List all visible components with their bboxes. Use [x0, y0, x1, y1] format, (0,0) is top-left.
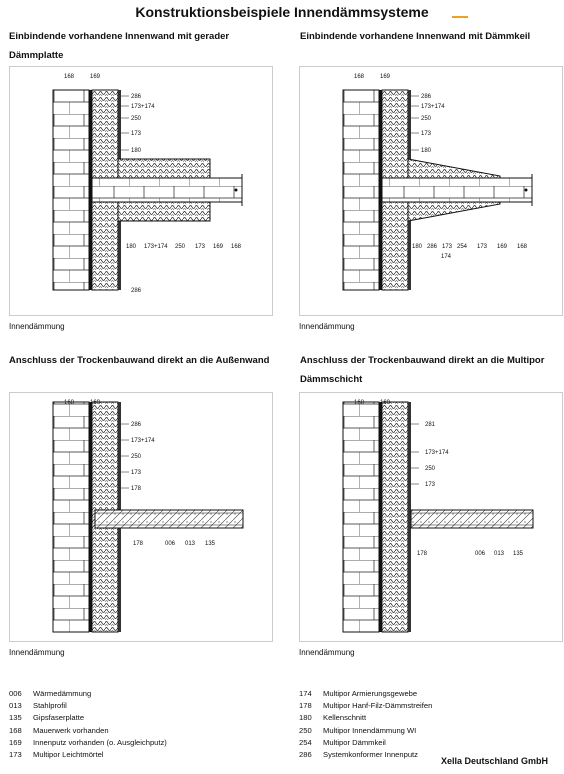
- detail-drawing-2: [299, 66, 563, 316]
- legend-item: 180 Kellenschnitt: [299, 713, 367, 723]
- panel-3-bottom-label: 135: [205, 541, 216, 547]
- panel-2-caption: Innendämmung: [299, 322, 355, 331]
- panel-2-side-label: 173: [421, 131, 432, 137]
- legend-item: 254 Multipor Dämmkeil: [299, 737, 386, 747]
- panel-1-caption: Innendämmung: [9, 322, 65, 331]
- panel-2-top-label: 169: [380, 74, 391, 80]
- panel-3-side-label: 173+174: [131, 438, 155, 444]
- detail-drawing-1: [9, 66, 273, 316]
- panel-3-title: Anschluss der Trockenbauwand direkt an die Außenwand: [9, 355, 270, 366]
- panel-4-side-label: 173+174: [425, 450, 449, 456]
- detail-drawing-4: [299, 392, 563, 642]
- panel-4-bottom-label: 013: [494, 551, 505, 557]
- panel-1-top-label: 169: [90, 74, 101, 80]
- panel-2-bottom-label: 173: [477, 244, 488, 250]
- panel-4-side-label: 173: [425, 482, 436, 488]
- legend-item: 169 Innenputz vorhanden (o. Ausgleichputz): [9, 737, 167, 747]
- panel-2-bottom-label: 169: [497, 244, 508, 250]
- panel-2-side-label: 250: [421, 116, 432, 122]
- panel-2-bottom-label: 254: [457, 244, 468, 250]
- legend-item: 178 Multipor Hanf-Filz-Dämmstreifen: [299, 701, 433, 711]
- panel-1-bottom-label: 173+174: [144, 244, 168, 250]
- panel-4-side-label: 250: [425, 466, 436, 472]
- panel-2-title: Einbindende vorhandene Innenwand mit Dämmkeil: [300, 31, 531, 42]
- panel-4-side-label: 281: [425, 422, 436, 428]
- panel-1-side-label: 173: [131, 131, 142, 137]
- panel-2-bottom-label: 173: [442, 244, 453, 250]
- panel-1-bottom-label: 168: [231, 244, 242, 250]
- accent-dash: [452, 16, 468, 18]
- panel-3-caption: Innendämmung: [9, 648, 65, 657]
- panel-2-bottom-label: 286: [427, 244, 438, 250]
- panel-2-top-label: 168: [354, 74, 365, 80]
- panel-1-side-label: 173+174: [131, 104, 155, 110]
- panel-1-bottom-label: 173: [195, 244, 206, 250]
- panel-2-side-label: 286: [421, 94, 432, 100]
- panel-2-bottom-label: 168: [517, 244, 528, 250]
- panel-3-top-label: 169: [90, 400, 101, 406]
- panel-3-bottom-label: 013: [185, 541, 196, 547]
- panel-3-bottom-label: 178: [133, 541, 144, 547]
- legend-item: 013 Stahlprofil: [9, 701, 67, 711]
- legend-item: 250 Multipor Innendämmung WI: [299, 725, 417, 735]
- panel-4-bottom-label: 135: [513, 551, 524, 557]
- legend-item: 168 Mauerwerk vorhanden: [9, 725, 109, 735]
- panel-2-side-label: 173+174: [421, 104, 445, 110]
- panel-3-side-label: 286: [131, 422, 142, 428]
- panel-3-top-label: 168: [64, 400, 75, 406]
- panel-3-side-label: 173: [131, 470, 142, 476]
- panel-1-bottom-label: 180: [126, 244, 137, 250]
- panel-1-bottom-label: 250: [175, 244, 186, 250]
- panel-1-bottom-label: 169: [213, 244, 224, 250]
- page-title: Konstruktionsbeispiele Innendämmsysteme: [135, 4, 429, 20]
- panel-1-title: Einbindende vorhandene Innenwand mit gerader Dämmplatte: [9, 31, 230, 61]
- panel-4-top-label: 168: [354, 400, 365, 406]
- panel-4-bottom-label: 006: [475, 551, 486, 557]
- panel-2-bottom-label: 180: [412, 244, 423, 250]
- legend-right: [299, 688, 432, 761]
- panel-3-bottom-label: 006: [165, 541, 176, 547]
- legend-item: 286 Systemkonformer Innenputz: [299, 750, 418, 760]
- legend-item: 006 Wärmedämmung: [9, 689, 92, 698]
- panel-2-extra-label: 174: [441, 254, 452, 260]
- panel-1-lower-label: 286: [131, 288, 142, 294]
- panel-2-side-label: 180: [421, 148, 432, 154]
- legend-item: 174 Multipor Armierungsgewebe: [299, 689, 418, 698]
- panel-3-side-label: 178: [131, 486, 142, 492]
- legend-item: 135 Gipsfaserplatte: [9, 713, 85, 723]
- company-name: Xella Deutschland GmbH: [440, 756, 548, 766]
- legend-left: [9, 688, 167, 761]
- panel-4-title: Anschluss der Trockenbauwand direkt an die Multipor Dämmschicht: [300, 355, 545, 385]
- panel-4-top-label: 169: [380, 400, 391, 406]
- panel-3-side-label: 250: [131, 454, 142, 460]
- panel-4-bottom-label: 178: [417, 551, 428, 557]
- panel-1-side-label: 286: [131, 94, 142, 100]
- panel-1-top-label: 168: [64, 74, 75, 80]
- detail-drawing-3: [9, 392, 273, 642]
- panel-4-caption: Innendämmung: [299, 648, 355, 657]
- panel-1-side-label: 180: [131, 148, 142, 154]
- panel-1-side-label: 250: [131, 116, 142, 122]
- legend-item: 173 Multipor Leichtmörtel: [9, 750, 104, 760]
